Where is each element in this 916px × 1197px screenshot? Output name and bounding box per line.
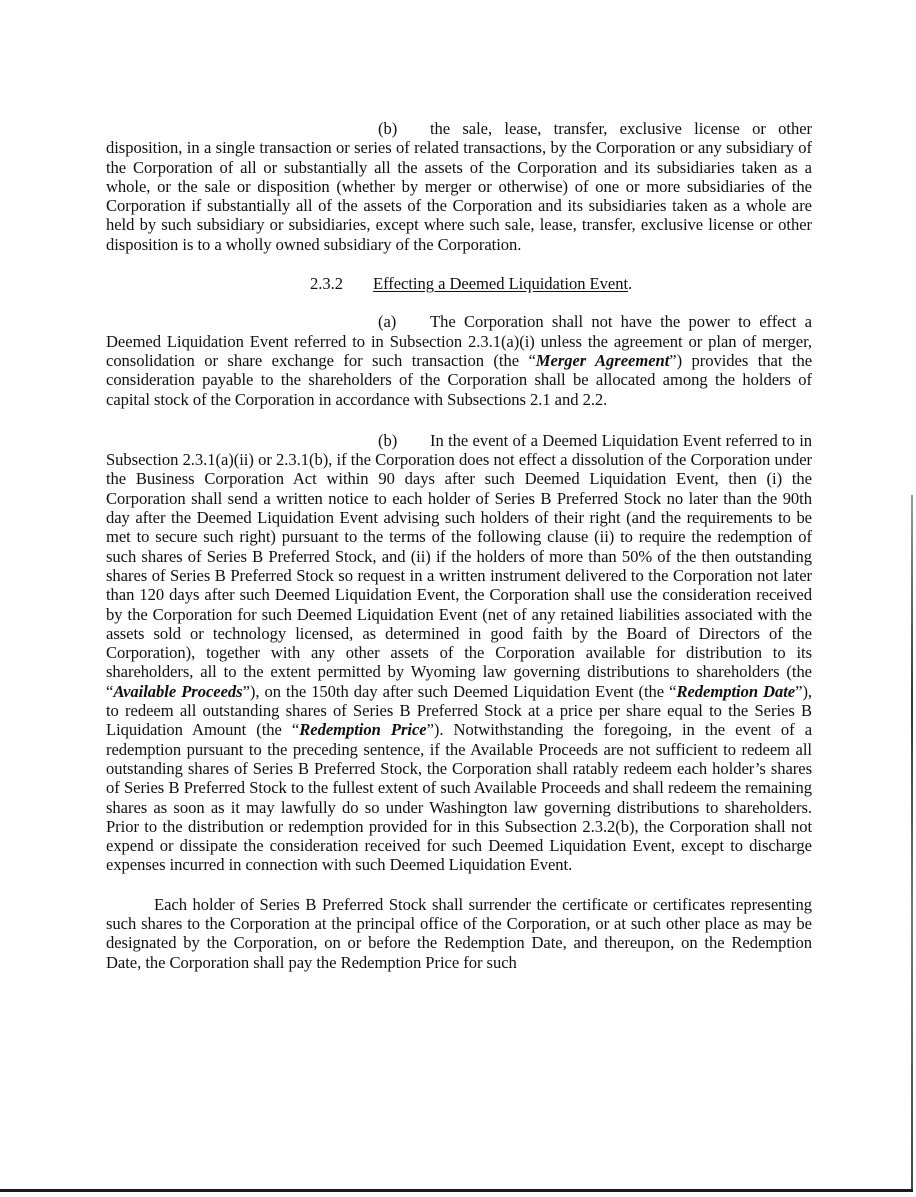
- subsection-text: ”), to redeem all outstanding shares of Series B Preferred Stock at a price per share equal to the Series B Liquidation Amount (the “: [106, 681, 813, 740]
- subsection-b: [106, 431, 812, 875]
- subsection-label: (a): [378, 312, 397, 332]
- subsection-text: ”) provides that the consideration payable to the shareholders of the Corporation shall be allocated among the holders of capital stock of the Corporation in accordance with Subsections 2.1 and 2.2.: [106, 350, 813, 409]
- section-heading: [310, 274, 812, 293]
- subsection-text: ”), on the 150th day after such Deemed Liquidation Event (the “: [242, 681, 677, 701]
- defined-term-available-proceeds: Available Proceeds: [113, 681, 243, 701]
- section-title-period: .: [628, 274, 633, 294]
- clause-b-sale-of-assets: [106, 119, 812, 254]
- defined-term-redemption-date: Redemption Date: [676, 681, 796, 701]
- subsection-a: [106, 312, 812, 408]
- clause-label: (b): [378, 119, 398, 138]
- scan-edge-bottom: [0, 1189, 913, 1192]
- section-title: Effecting a Deemed Liquidation Event: [373, 274, 629, 294]
- defined-term-merger-agreement: Merger Agreement: [535, 350, 670, 370]
- clause-text: the sale, lease, transfer, exclusive license or other disposition, in a single transaction or series of related transactions, by the Corporation or any subsidiary of the Corporation of all or substantially all the assets of the Corporation and its subsidiaries taken as a whole, or the sale or disposition (whether by merger or otherwise) of one or more subsidiaries of the Corporation if substantially all of the assets of the Corporation and its subsidiaries taken as a whole are held by such subsidiary or subsidiaries, except where such sale, lease, transfer, exclusive license or other disposition is to a wholly owned subsidiary of the Corporation.: [106, 119, 812, 254]
- subsection-text: In the event of a Deemed Liquidation Event referred to in Subsection 2.3.1(a)(ii) or 2.3.1(b), if the Corporation does not effect a dissolution of the Corporation under the Business Corporation Act within 90 days after such Deemed Liquidation Event, then (i) the Corporation shall send a written notice to each holder of Series B Preferred Stock no later than the 90th day after the Deemed Liquidation Event advising such holders of their right (and the requirements to be met to secure such right) pursuant to the terms of the following clause (ii) to require the redemption of such shares of Series B Preferred Stock, and (ii) if the holders of more than 50% of the then outstanding shares of Series B Preferred Stock so request in a written instrument delivered to the Corporation not later than 120 days after such Deemed Liquidation Event, the Corporation shall use the consideration received by the Corporation for such Deemed Liquidation Event (net of any retained liabilities associated with the assets sold or technology licensed, as determined in good faith by the Board of Directors of the Corporation), together with any other assets of the Corporation available for distribution to its shareholders, all to the extent permitted by Wyoming law governing distributions to shareholders (the “: [106, 430, 812, 701]
- subsection-label: (b): [378, 430, 398, 450]
- subsection-text: ”). Notwithstanding the foregoing, in the event of a redemption pursuant to the preceding sentence, if the Available Proceeds are not sufficient to redeem all outstanding shares of Series B Preferred Stock, the Corporation shall ratably redeem each holder’s shares of Series B Preferred Stock to the fullest extent of such Available Proceeds and shall redeem the remaining shares as soon as it may lawfully do so under Washington law governing distributions to shareholders. Prior to the distribution or redemption provided for in this Subsection 2.3.2(b), the Corporation shall not expend or dissipate the consideration received for such Deemed Liquidation Event, except to discharge expenses incurred in connection with such Deemed Liquidation Event.: [106, 720, 813, 875]
- surrender-paragraph: Each holder of Series B Preferred Stock shall surrender the certificate or certificates representing such shares to the Corporation at the principal office of the Corporation, or at such other place as may be designated by the Corporation, on or before the Redemption Date, and thereupon, on the Redemption Date, the Corporation shall pay the Redemption Price for such: [106, 894, 812, 972]
- scan-edge-right: [911, 495, 913, 1192]
- document-body: [106, 119, 812, 972]
- defined-term-redemption-price: Redemption Price: [299, 720, 427, 740]
- subsection-text: The Corporation shall not have the power to effect a Deemed Liquidation Event referred to in Subsection 2.3.1(a)(i) unless the agreement or plan of merger, consolidation or share exchange for such transaction (the “: [106, 312, 812, 370]
- section-number: 2.3.2: [310, 274, 343, 294]
